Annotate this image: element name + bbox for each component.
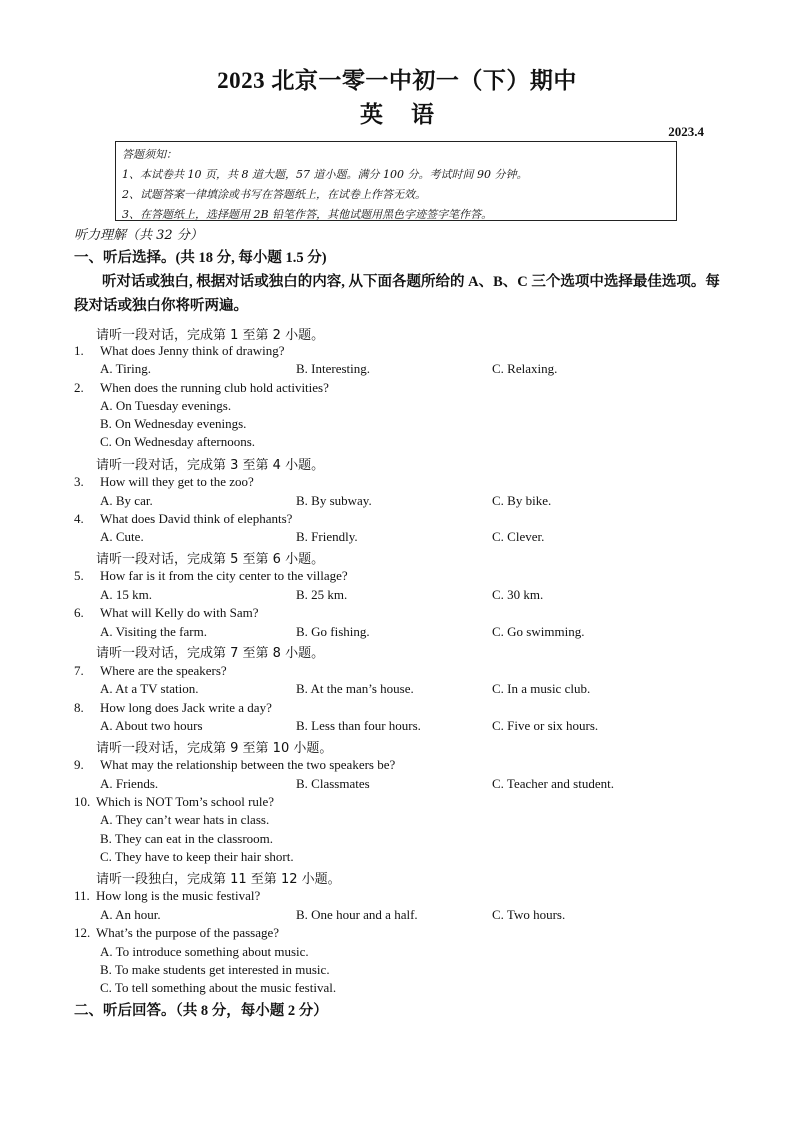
option-c: C. By bike. xyxy=(492,493,552,508)
question-number: 8. xyxy=(74,700,84,715)
option-a: A. To introduce something about music. xyxy=(100,944,309,959)
question-stem: How will they get to the zoo? xyxy=(100,474,254,489)
notice-box xyxy=(115,141,677,221)
question-number: 4. xyxy=(74,511,84,526)
part1-instruction: 听对话或独白, 根据对话或独白的内容, 从下面各题所给的 A、B、C 三个选项中选择最佳选项。每段对话或独白你将听两遍。 xyxy=(74,274,720,314)
subject-title: 英语 xyxy=(360,102,462,127)
question-number: 10. xyxy=(74,794,91,809)
option-b: B. Go fishing. xyxy=(296,624,370,639)
question-stem: What will Kelly do with Sam? xyxy=(100,605,259,620)
question-stem: How long does Jack write a day? xyxy=(100,700,272,715)
lead-text: 请听一段对话，完成第 3 至第 4 小题。 xyxy=(96,458,325,473)
option-a: A. Cute. xyxy=(100,529,144,544)
question-stem: Where are the speakers? xyxy=(100,663,227,678)
option-b: B. One hour and a half. xyxy=(296,907,418,922)
option-c: C. Clever. xyxy=(492,529,545,544)
question-stem: Which is NOT Tom’s school rule? xyxy=(96,794,275,809)
question-number: 12. xyxy=(74,925,91,940)
option-a: A. Tiring. xyxy=(100,361,151,376)
question-number: 11. xyxy=(74,888,90,903)
option-b: B. Less than four hours. xyxy=(296,718,421,733)
option-b: B. Classmates xyxy=(296,776,370,791)
exam-date: 2023.4 xyxy=(668,124,704,139)
option-c: C. Teacher and student. xyxy=(492,776,614,791)
option-a: A. At a TV station. xyxy=(100,681,199,696)
option-a: A. An hour. xyxy=(100,907,161,922)
lead-text: 请听一段独白，完成第 11 至第 12 小题。 xyxy=(96,872,341,887)
option-b: B. 25 km. xyxy=(296,587,348,602)
option-b: B. Interesting. xyxy=(296,361,371,376)
question-stem: How long is the music festival? xyxy=(96,888,261,903)
option-b: B. By subway. xyxy=(296,493,372,508)
option-c: C. 30 km. xyxy=(492,587,544,602)
option-b: B. At the man’s house. xyxy=(296,681,414,696)
question-number: 6. xyxy=(74,605,84,620)
notice-item: 1、本试卷共 10 页，共 8 道大题，57 道小题。满分 100 分。考试时间 90 分钟。 xyxy=(122,168,528,181)
question-stem: What does Jenny think of drawing? xyxy=(100,343,285,358)
question-number: 5. xyxy=(74,568,84,583)
option-b: B. To make students get interested in music. xyxy=(100,962,330,977)
option-c: C. They have to keep their hair short. xyxy=(100,849,294,864)
question-number: 2. xyxy=(74,380,84,395)
option-b: B. They can eat in the classroom. xyxy=(100,831,274,846)
option-c: C. In a music club. xyxy=(492,681,591,696)
option-c: C. Two hours. xyxy=(492,907,566,922)
option-c: C. Five or six hours. xyxy=(492,718,599,733)
question-stem: When does the running club hold activities? xyxy=(100,380,329,395)
option-a: A. Visiting the farm. xyxy=(100,624,207,639)
option-a: A. Friends. xyxy=(100,776,159,791)
part1-heading: 一、听后选择。(共 18 分, 每小题 1.5 分) xyxy=(74,250,327,266)
notice-heading: 答题须知： xyxy=(122,148,177,161)
lead-text: 请听一段对话，完成第 1 至第 2 小题。 xyxy=(96,328,325,343)
part2-heading: 二、听后回答。（共 8 分，每小题 2 分） xyxy=(74,1003,328,1019)
option-c: C. To tell something about the music festival. xyxy=(100,980,337,995)
lead-text: 请听一段对话，完成第 5 至第 6 小题。 xyxy=(96,552,325,567)
section-note: 听力理解（共 32 分） xyxy=(74,228,203,243)
question-number: 1. xyxy=(74,343,84,358)
question-number: 9. xyxy=(74,757,84,772)
question-stem: How far is it from the city center to the village? xyxy=(100,568,348,583)
question-number: 3. xyxy=(74,474,84,489)
lead-text: 请听一段对话，完成第 7 至第 8 小题。 xyxy=(96,646,325,661)
notice-item: 2、试题答案一律填涂或书写在答题纸上，在试卷上作答无效。 xyxy=(122,188,426,201)
exam-title: 2023 北京一零一中初一（下）期中 xyxy=(217,68,577,93)
lead-text: 请听一段对话，完成第 9 至第 10 小题。 xyxy=(96,741,333,756)
option-a: A. About two hours xyxy=(100,718,203,733)
option-c: C. Relaxing. xyxy=(492,361,558,376)
option-c: C. Go swimming. xyxy=(492,624,585,639)
option-a: A. On Tuesday evenings. xyxy=(100,398,232,413)
option-c: C. On Wednesday afternoons. xyxy=(100,434,256,449)
question-stem: What’s the purpose of the passage? xyxy=(96,925,280,940)
option-a: A. They can’t wear hats in class. xyxy=(100,812,270,827)
option-a: A. 15 km. xyxy=(100,587,152,602)
option-b: B. On Wednesday evenings. xyxy=(100,416,247,431)
question-stem: What does David think of elephants? xyxy=(100,511,293,526)
option-a: A. By car. xyxy=(100,493,153,508)
question-stem: What may the relationship between the two speakers be? xyxy=(100,757,396,772)
option-b: B. Friendly. xyxy=(296,529,358,544)
notice-item: 3、在答题纸上，选择题用 2B 铅笔作答，其他试题用黑色字迹签字笔作答。 xyxy=(122,208,493,221)
question-number: 7. xyxy=(74,663,84,678)
